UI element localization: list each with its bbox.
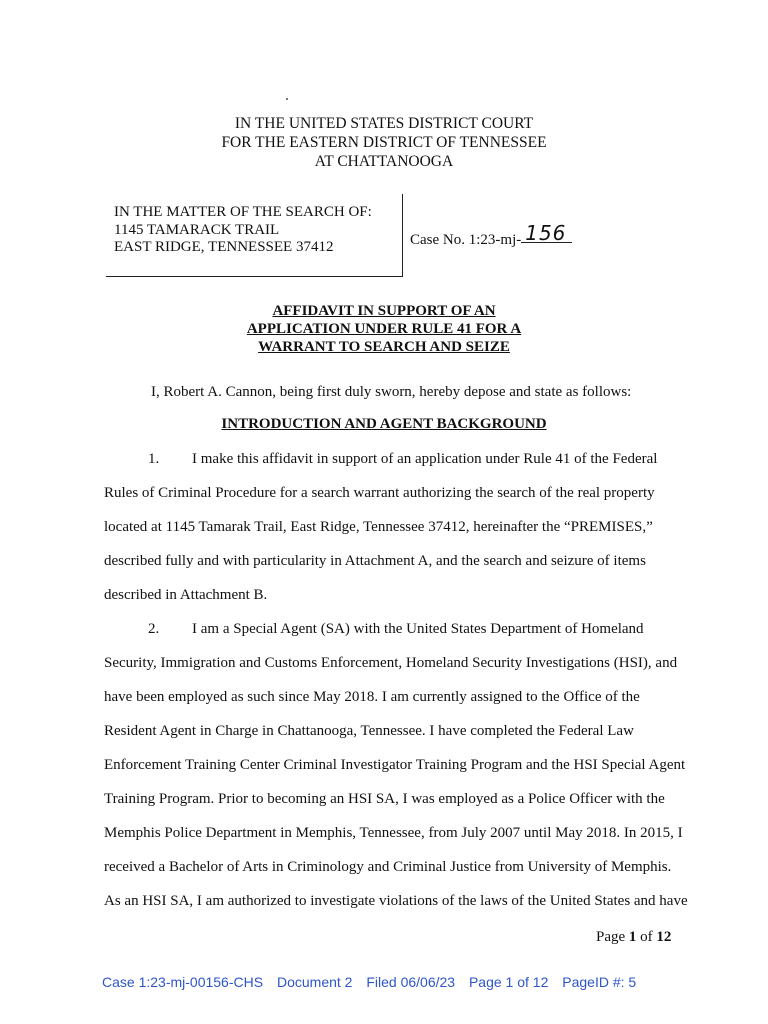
court-header bbox=[0, 114, 768, 171]
court-header-line3: AT CHATTANOOGA bbox=[314, 153, 454, 170]
paragraph-2-line5: Enforcement Training Center Criminal Investigator Training Program and the HSI Special Agent bbox=[104, 757, 686, 773]
paragraph-1-number: 1. bbox=[148, 451, 160, 467]
ecf-case: Case 1:23-mj-00156-CHS bbox=[102, 974, 264, 990]
ecf-page: Page 1 of 12 bbox=[468, 974, 549, 990]
caption-line3: EAST RIDGE, TENNESSEE 37412 bbox=[114, 239, 334, 255]
ecf-filed: Filed 06/06/23 bbox=[366, 974, 456, 990]
section-heading: INTRODUCTION AND AGENT BACKGROUND bbox=[221, 416, 547, 432]
ecf-filing-stamp bbox=[102, 974, 636, 990]
scan-speck bbox=[286, 98, 288, 100]
paragraph-2-number: 2. bbox=[148, 621, 160, 637]
ecf-pageid: PageID #: 5 bbox=[562, 974, 637, 990]
intro-statement: I, Robert A. Cannon, being first duly sworn, hereby depose and state as follows: bbox=[151, 384, 632, 400]
case-caption-box bbox=[106, 194, 403, 277]
paragraph-2-line8: received a Bachelor of Arts in Criminology and Criminal Justice from University of Memphis. bbox=[104, 859, 672, 875]
page-number-middle: of bbox=[636, 929, 657, 945]
handwritten-case-number: 156 bbox=[521, 224, 572, 243]
page-number-current: 1 bbox=[628, 929, 637, 945]
paragraph-2-line2: Security, Immigration and Customs Enforcement, Homeland Security Investigations (HSI), and bbox=[104, 655, 678, 671]
paragraph-1-line4: described fully and with particularity in Attachment A, and the search and seizure of items bbox=[104, 553, 646, 569]
paragraph-2-line3: have been employed as such since May 2018. I am currently assigned to the Office of the bbox=[104, 689, 640, 705]
paragraph-2-line7: Memphis Police Department in Memphis, Tennessee, from July 2007 until May 2018. In 2015, I bbox=[104, 825, 683, 841]
caption-line2: 1145 TAMARACK TRAIL bbox=[114, 221, 280, 238]
page-number bbox=[596, 929, 671, 946]
paragraph-1-line2: Rules of Criminal Procedure for a search warrant authorizing the search of the real property bbox=[104, 485, 655, 501]
title-line1: AFFIDAVIT IN SUPPORT OF AN bbox=[272, 303, 496, 319]
paragraph-2-line4: Resident Agent in Charge in Chattanooga, Tennessee. I have completed the Federal Law bbox=[104, 723, 634, 739]
case-number-label: Case No. 1:23-mj- bbox=[410, 232, 522, 248]
title-line3: WARRANT TO SEARCH AND SEIZE bbox=[258, 339, 510, 355]
page-number-prefix: Page bbox=[596, 929, 629, 945]
paragraph-2-line9: As an HSI SA, I am authorized to investigate violations of the laws of the United States and have bbox=[104, 893, 688, 909]
page-number-total: 12 bbox=[656, 929, 672, 945]
court-header-line2: FOR THE EASTERN DISTRICT OF TENNESSEE bbox=[221, 134, 547, 151]
case-caption bbox=[114, 204, 372, 257]
caption-line1: IN THE MATTER OF THE SEARCH OF: bbox=[114, 204, 372, 220]
paragraph-2-line1: I am a Special Agent (SA) with the United States Department of Homeland bbox=[192, 621, 644, 637]
title-line2: APPLICATION UNDER RULE 41 FOR A bbox=[246, 321, 522, 337]
paragraph-1-line1: I make this affidavit in support of an application under Rule 41 of the Federal bbox=[192, 451, 658, 467]
court-header-line1: IN THE UNITED STATES DISTRICT COURT bbox=[234, 115, 534, 132]
ecf-document: Document 2 bbox=[276, 974, 353, 990]
paragraph-1-line3: located at 1145 Tamarak Trail, East Ridge, Tennessee 37412, hereinafter the “PREMISES,” bbox=[104, 519, 653, 535]
paragraph-1-line5: described in Attachment B. bbox=[104, 587, 268, 603]
affidavit-title bbox=[0, 302, 768, 356]
paragraph-2-line6: Training Program. Prior to becoming an HSI SA, I was employed as a Police Officer with the bbox=[104, 791, 665, 807]
case-number bbox=[410, 221, 572, 249]
